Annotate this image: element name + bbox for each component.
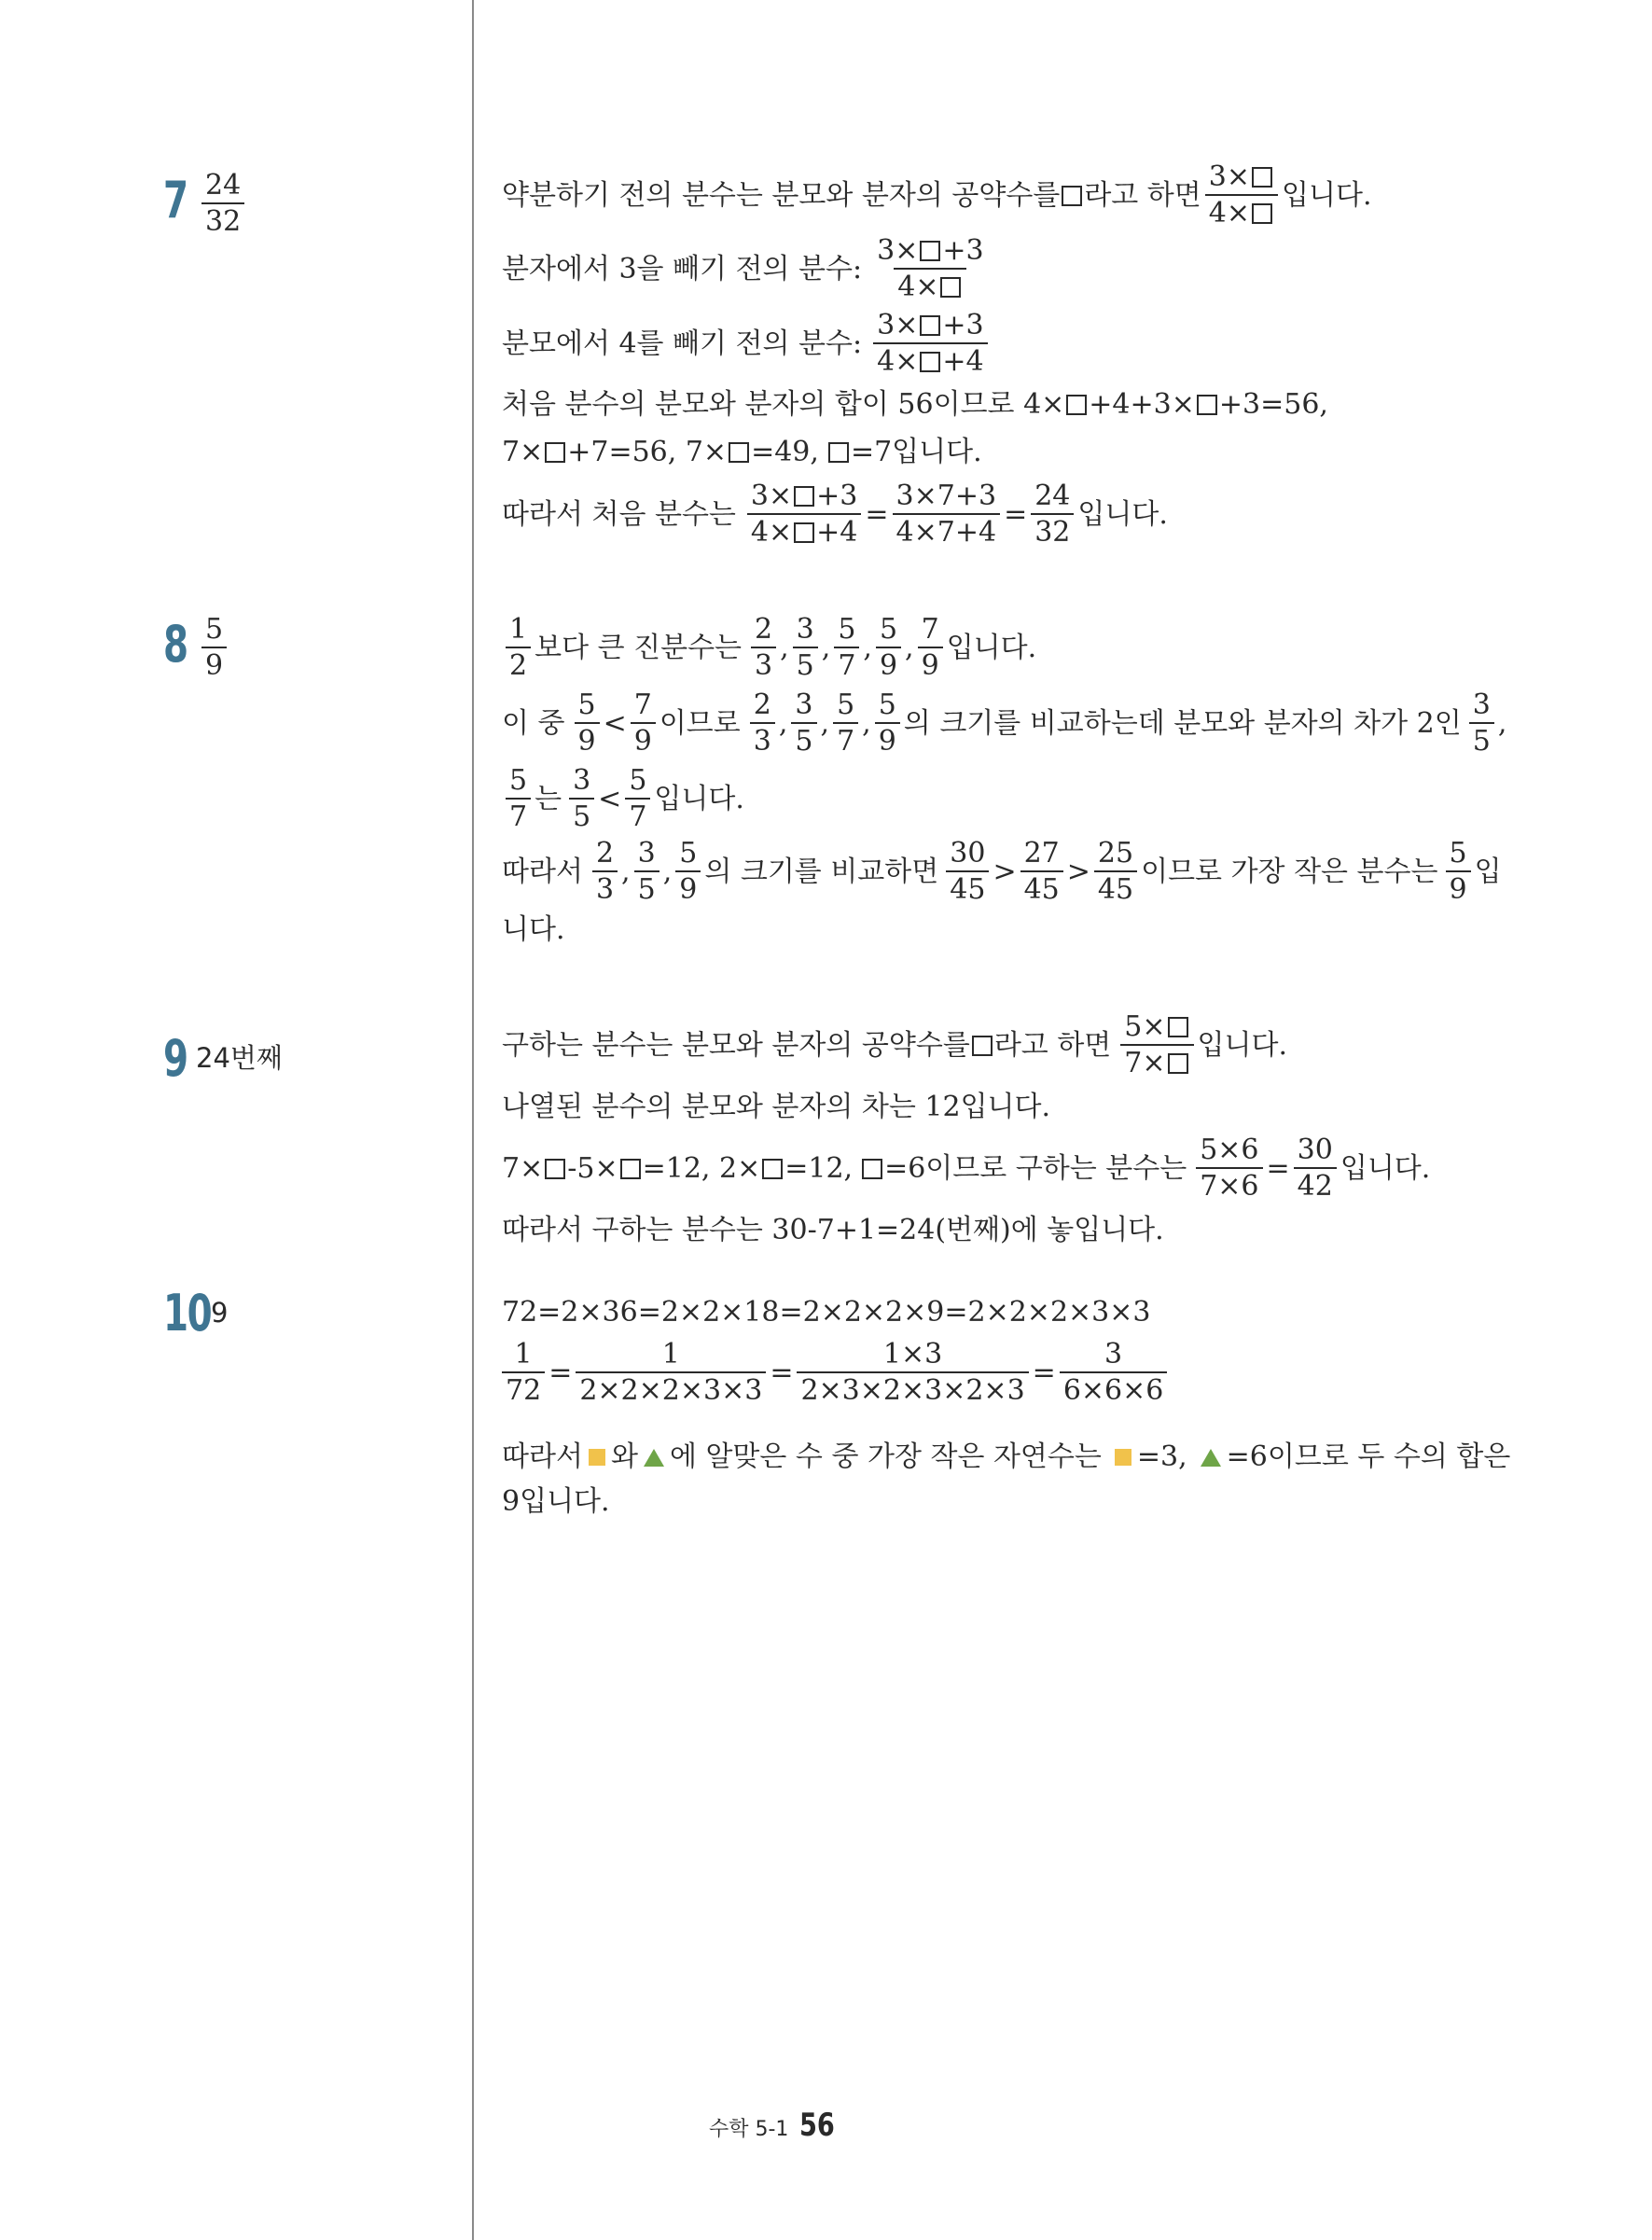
fraction: $\frac{2}{3}$ [750,691,775,756]
blank-box [1168,1053,1188,1074]
blank-box [828,442,849,463]
fraction: $\frac{3}{5}$ [793,616,818,680]
square-icon [1115,1449,1131,1466]
q9-line-1: 구하는 분수는 분모와 분자의 공약수를 라고 하면 $\frac{5\times}{7\times}$ 입니다. [502,1010,1288,1079]
fraction: $\frac{5}{7}$ [833,691,858,756]
blank-box [545,442,565,463]
question-9-answer: 24번째 [196,1042,283,1074]
fraction: $\frac{3\times +3}{4\times +4}$ [873,312,987,376]
fraction: $\frac{3\times 7+3}{4\times 7+4}$ [893,482,1001,547]
page-footer [709,2107,844,2144]
q9-line-2: 나열된 분수의 분모와 분자의 차는 12입니다. [502,1091,1051,1123]
blank-box [620,1159,641,1179]
q7-line-5: 7× +7=56, 7× =49, =7입니다. [502,436,982,468]
fraction: $\frac{1}{72}$ [502,1341,545,1405]
fraction: $\frac{1}{2}$ [506,616,531,680]
fraction: $\frac{3}{5}$ [1469,691,1494,756]
question-8-number: 8 [163,615,187,674]
fraction: $\frac{5\times 6}{7\times 6}$ [1196,1136,1262,1201]
blank-box [940,277,961,298]
answer-fraction: $\frac{5}{9}$ [201,616,227,680]
q8-line-4: 따라서 $\frac{2}{3}$ , $\frac{3}{5}$ , $\frac{5}{9}$ 의 크기를 비교하면 $\frac{30}{45}$ > $\frac{27}{45}$ > $\frac{25}{45}$ 이므로 가장 작은 분수는 $\frac{5}{9}$ 입 [502,837,1502,906]
q8-line-1: $\frac{1}{2}$ 보다 큰 진분수는 $\frac{2}{3}$ , $\frac{3}{5}$ , $\frac{5}{7}$ , $\frac{5}{9}$ , $\frac{7}{9}$ 입니다. [502,616,1036,680]
page-number: 56 [799,2107,836,2144]
blank-box [972,1036,993,1056]
fraction: $\frac{24}{32}$ [1031,482,1074,547]
q10-line-3: 따라서 와 에 알맞은 수 중 가장 작은 자연수는 =3, =6이므로 두 수의 합은 [502,1440,1511,1473]
fraction: $\frac{5}{9}$ [876,616,901,680]
fraction: $\frac{3}{6\times 6\times 6}$ [1060,1341,1168,1405]
fraction: $\frac{30}{45}$ [946,840,989,904]
subject-label: 수학 5-1 [709,2118,789,2141]
fraction: $\frac{5}{9}$ [875,691,900,756]
fraction: $\frac{3\times}{4\times}$ [1205,163,1278,228]
blank-box [920,352,940,372]
q10-line-4: 9입니다. [502,1485,610,1518]
blank-box [920,241,940,261]
question-8-answer [198,613,230,682]
question-7-answer [198,169,248,238]
blank-box [729,442,749,463]
q9-line-3: 7× -5× =12, 2× =12, =6이므로 구하는 분수는 $\frac{5\times 6}{7\times 6}$ = $\frac{30}{42}$ 입니다. [502,1134,1431,1203]
q8-line-3: $\frac{5}{7}$ 는 $\frac{3}{5}$ < $\frac{5}{7}$ 입니다. [502,767,744,831]
blank-box [1062,186,1082,206]
question-10-number: 10 [163,1284,212,1343]
q8-line-2: 이 중 $\frac{5}{9}$ < $\frac{7}{9}$ 이므로 $\frac{2}{3}$ , $\frac{3}{5}$ , $\frac{5}{7}$ , $\frac{5}{9}$ 의 크기를 비교하는데 분모와 분자의 차가 2인 $\frac{3}{5}$ , [502,689,1507,758]
fraction: $\frac{2}{3}$ [592,840,618,904]
triangle-icon [1201,1449,1221,1467]
fraction: $\frac{5}{9}$ [675,840,701,904]
q8-line-5: 니다. [502,913,565,946]
fraction: $\frac{25}{45}$ [1094,840,1137,904]
square-icon [589,1449,605,1466]
fraction: $\frac{3\times +3}{4\times}$ [877,234,984,303]
q7-line-6: 따라서 처음 분수는 $\frac{3\times +3}{4\times +4}$ = $\frac{3\times 7+3}{4\times 7+4}$ = $\frac{24}{32}$ 입니다. [502,480,1168,549]
triangle-icon [644,1449,664,1467]
q7-line-2: 분자에서 3을 빼기 전의 분수: $\frac{3\times +3}{4\times}$ [502,237,992,301]
blank-box [545,1159,565,1179]
blank-box [1197,395,1217,415]
blank-box [762,1159,783,1179]
blank-box [794,486,814,507]
blank-box [794,522,814,543]
q9-line-4: 따라서 구하는 분수는 30-7+1=24(번째)에 놓입니다. [502,1214,1164,1246]
question-10-answer: 9 [211,1297,229,1329]
q7-line-3: 분모에서 4를 빼기 전의 분수: $\frac{3\times +3}{4\times +4}$ [502,312,992,376]
fraction: $\frac{5\times}{7\times}$ [1120,1013,1193,1078]
fraction: $\frac{1}{2\times 2\times 2\times 3\times 3}$ [576,1341,766,1405]
fraction: $\frac{5}{9}$ [1446,840,1471,904]
q7-line-1: 약분하기 전의 분수는 분모와 분자의 공약수를 라고 하면 $\frac{3\times}{4\times}$ 입니다. [502,160,1372,230]
fraction: $\frac{1\times 3}{2\times 3\times 2\times 3\times 2\times 3}$ [797,1341,1028,1405]
blank-box [862,1159,882,1179]
q7-line-4: 처음 분수의 분모와 분자의 합이 56이므로 4× +4+3× +3=56, [502,388,1328,421]
blank-box [1252,167,1272,188]
fraction: $\frac{30}{42}$ [1294,1136,1337,1201]
q10-line-2: $\frac{1}{72}$ = $\frac{1}{2\times 2\times 2\times 3\times 3}$ = $\frac{1\times 3}{2\times 3\times 2\times 3\times 2\times 3}$ = $\frac{3}{6\times 6\times 6}$ [502,1341,1171,1405]
answer-fraction: $\frac{24}{32}$ [201,172,244,236]
fraction: $\frac{5}{7}$ [625,767,650,831]
fraction: $\frac{3\times +3}{4\times +4}$ [747,482,861,547]
fraction: $\frac{7}{9}$ [631,691,656,756]
fraction: $\frac{2}{3}$ [751,616,776,680]
question-9-number: 9 [163,1029,187,1088]
blank-box [1168,1017,1188,1037]
blank-box [1066,395,1087,415]
question-7-number: 7 [163,171,187,230]
fraction: $\frac{3}{5}$ [791,691,816,756]
fraction: $\frac{3}{5}$ [634,840,659,904]
fraction: $\frac{27}{45}$ [1020,840,1063,904]
q10-line-1: 72=2×36=2×2×18=2×2×2×9=2×2×2×3×3 [502,1296,1151,1329]
fraction: $\frac{5}{7}$ [834,616,859,680]
fraction: $\frac{5}{9}$ [575,691,600,756]
fraction: $\frac{3}{5}$ [569,767,594,831]
fraction: $\frac{5}{7}$ [506,767,531,831]
fraction: $\frac{7}{9}$ [918,616,943,680]
blank-box [920,315,940,336]
blank-box [1252,203,1272,224]
column-divider [472,0,474,2240]
